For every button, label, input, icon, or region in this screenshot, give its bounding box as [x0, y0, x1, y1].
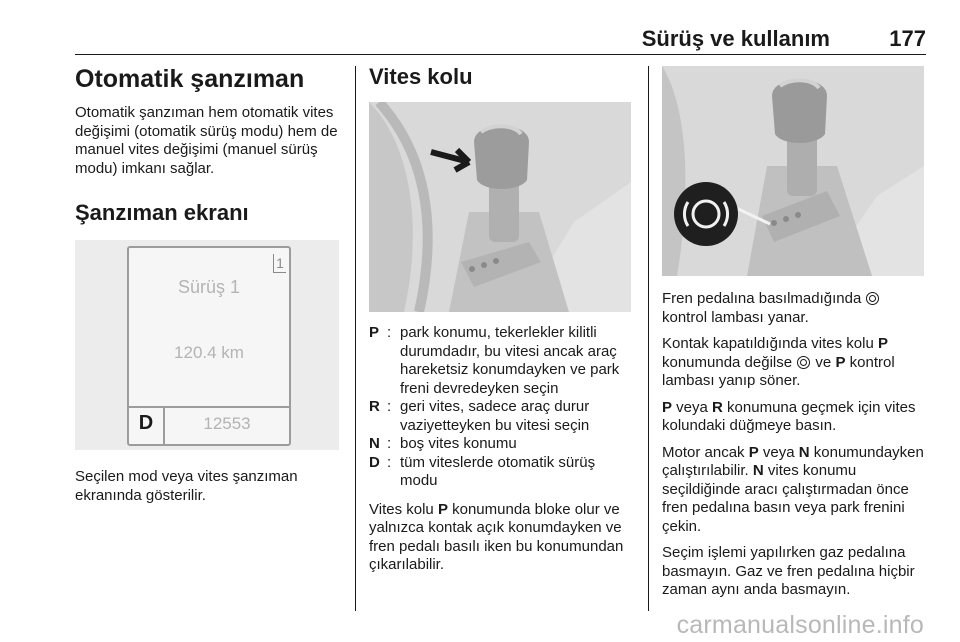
gear-number-icon: 1: [273, 254, 286, 273]
gear-lever-illustration: [369, 102, 631, 312]
transmission-display-figure: [75, 240, 339, 450]
gear-lever-heading: Vites kolu: [369, 64, 473, 89]
pedal-warning-paragraph: Seçim işlemi yapılırken gaz pedalına basmayın. Gaz ve fren pedalına hiçbir zaman aynı anda basmayın.: [662, 544, 915, 598]
engine-start-paragraph: Motor ancak P veya N konumundayken çalıştırılabilir. N vites konumu seçildiğinde aracı çalıştırmadan önce fren pedalına basın veya park frenini çekin.: [662, 443, 924, 535]
display-caption: Seçilen mod veya vites şanzıman ekranında gösterilir.: [75, 468, 298, 504]
intro-paragraph: Otomatik şanzıman hem otomatik vites değişimi (otomatik sürüş modu) hem de manuel vites değişimi (manuel sürüş modu) imkanı sağlar.: [75, 104, 338, 177]
gear-position-desc: tüm viteslerde otomatik sürüş modu: [400, 453, 596, 489]
site-watermark: carmanualsonline.info: [676, 611, 924, 639]
gear-position-item: [369, 454, 635, 491]
section-title: Otomatik şanzıman: [75, 65, 305, 93]
brake-lamp-paragraph: Fren pedalına basılmadığında kontrol lambası yanar.: [662, 290, 926, 327]
shift-lock-illustration: [662, 66, 924, 276]
gear-position-desc: boş vites konumu: [400, 435, 517, 452]
ignition-off-paragraph: Kontak kapatıldığında vites kolu P konumunda değilse ve P kontrol lambası yanıp söner.: [662, 335, 895, 389]
gear-lever-paragraph: Vites kolu P konumunda bloke olur ve yalnızca kontak açık konumdayken ve fren pedalı basılı iken bu konumundan çıkarılabilir.: [369, 500, 624, 573]
gear-position-colon: :: [387, 453, 392, 471]
gear-position-item: [369, 398, 635, 435]
gear-position-term: R: [369, 398, 380, 415]
gear-position-desc: geri vites, sadece araç durur vaziyetteyken bu vitesi seçin: [400, 398, 590, 434]
gear-position-term: N: [369, 435, 380, 452]
middle-column: [369, 64, 635, 583]
display-gear-box-divider: [163, 406, 165, 444]
gear-position-desc: park konumu, tekerlekler kilitli durumdadır, bu vitesi ancak araç hareketsiz konumdayken ve park freni devredeyken seçin: [400, 324, 620, 397]
gear-position-colon: :: [387, 398, 392, 415]
shift-button-paragraph: P veya R konumuna geçmek için vites kolundaki düğmeye basın.: [662, 398, 916, 434]
page-number: 177: [889, 26, 926, 51]
gear-position-colon: :: [387, 324, 392, 341]
gear-position-colon: :: [387, 435, 392, 452]
display-odometer: 12553: [203, 414, 251, 433]
brake-lamp-figure: [662, 66, 924, 276]
display-distance: 120.4 km: [174, 343, 244, 362]
column-divider-left: [355, 66, 356, 611]
running-header-title: Sürüş ve kullanım: [641, 26, 830, 51]
gear-positions-list: [369, 324, 635, 491]
column-divider-right: [648, 66, 649, 611]
display-separator: [129, 406, 289, 408]
header-rule: [75, 54, 926, 55]
gear-position-item: [369, 324, 635, 398]
brake-lamp-icon: [866, 292, 879, 305]
right-column: [662, 66, 926, 608]
gear-position-term: D: [369, 453, 380, 471]
brake-lamp-icon: [797, 356, 810, 369]
display-mode-label: Sürüş 1: [177, 277, 241, 297]
left-column: [75, 64, 343, 513]
display-heading: Şanzıman ekranı: [75, 200, 249, 225]
gear-position-item: [369, 435, 635, 454]
gear-position-term: P: [369, 324, 380, 341]
gear-lever-figure: [369, 102, 631, 312]
display-gear: D: [138, 412, 154, 434]
